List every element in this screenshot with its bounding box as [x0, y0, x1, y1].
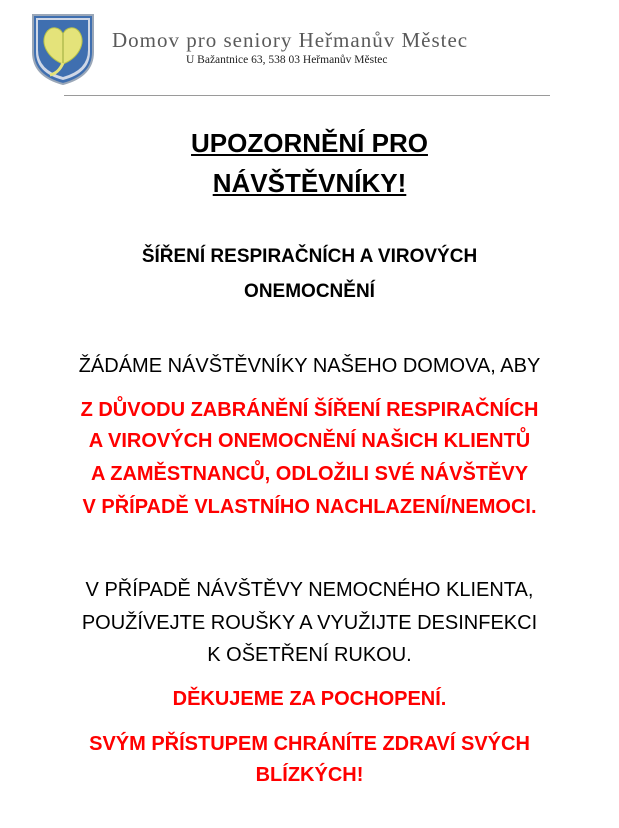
hygiene-line: POUŽÍVEJTE ROUŠKY A VYUŽIJTE DESINFEKCI	[81, 612, 538, 634]
request-line: Z DŮVODU ZABRÁNĚNÍ ŠÍŘENÍ RESPIRAČNÍCH	[80, 399, 539, 421]
notice-title-line-2: NÁVŠTĚVNÍKY!	[212, 168, 407, 198]
closing-line-1: SVÝM PŘÍSTUPEM CHRÁNÍTE ZDRAVÍ SVÝCH	[89, 733, 530, 755]
organization-name: Domov pro seniory Heřmanův Městec	[112, 28, 469, 52]
header-divider	[64, 95, 550, 96]
hygiene-line: V PŘÍPADĚ NÁVŠTĚVY NEMOCNÉHO KLIENTA,	[85, 579, 534, 601]
notice-title-line-1: UPOZORNĚNÍ PRO	[191, 128, 428, 158]
request-intro: ŽÁDÁME NÁVŠTĚVNÍKY NAŠEHO DOMOVA, ABY	[78, 355, 541, 377]
closing-line-2: BLÍZKÝCH!	[255, 764, 364, 786]
hygiene-line: K OŠETŘENÍ RUKOU.	[207, 644, 412, 666]
notice-subtitle-line-2: ONEMOCNĚNÍ	[244, 281, 375, 302]
organization-address: U Bažantnice 63, 538 03 Heřmanův Městec	[186, 54, 388, 66]
thanks-text: DĚKUJEME ZA POCHOPENÍ.	[172, 688, 447, 710]
linden-leaf-crest-icon	[30, 12, 96, 86]
request-line: V PŘÍPADĚ VLASTNÍHO NACHLAZENÍ/NEMOCI.	[82, 496, 537, 518]
request-line: A VIROVÝCH ONEMOCNĚNÍ NAŠICH KLIENTŮ	[88, 430, 531, 452]
request-line: A ZAMĚSTNANCŮ, ODLOŽILI SVÉ NÁVŠTĚVY	[90, 463, 529, 485]
notice-subtitle-line-1: ŠÍŘENÍ RESPIRAČNÍCH A VIROVÝCH	[141, 246, 478, 267]
